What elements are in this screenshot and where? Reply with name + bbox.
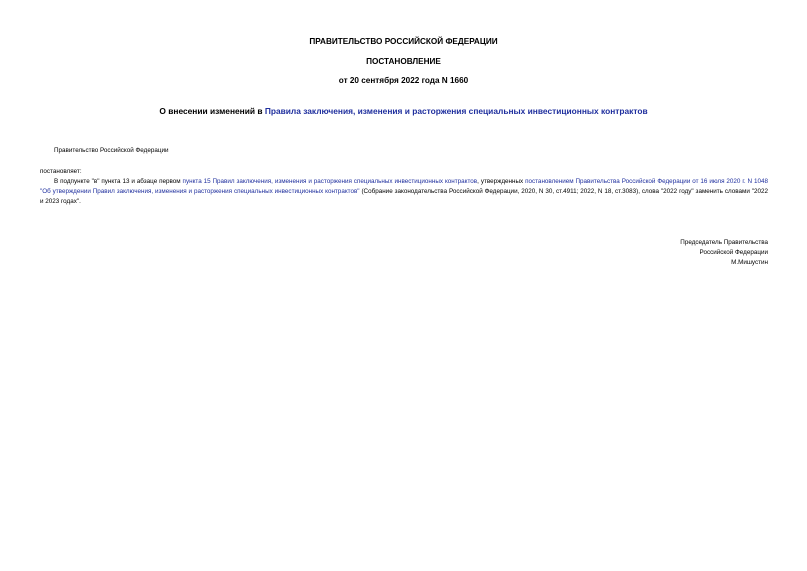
document-title [0,106,807,116]
postanovlyaet-text: постановляет: [40,168,82,175]
date-number-heading: от 20 сентября 2022 года N 1660 [338,76,469,85]
body-paragraph [40,177,768,207]
title-rules-link[interactable]: Правила заключения, изменения и расторжения специальных инвестиционных контрактов [264,106,648,116]
title-prefix: О внесении изменений в [159,106,265,116]
signature-country: Российской Федерации [699,249,768,256]
body-part-3: (Собрание законодательства Российской Федерации, 2020, N 30, ст.4911; 2022, N 18, ст.3083), слова "2022 году" заменить словами "2022 и 2023 годах". [40,188,769,205]
government-heading: ПРАВИТЕЛЬСТВО РОССИЙСКОЙ ФЕДЕРАЦИИ [309,37,498,46]
resolution-1048-link[interactable]: постановлением Правительства Российской Федерации от 16 июля 2020 г. N 1048 "Об утверждении Правил заключения, изменения и расторжения специальных инвестиционных контрактов" [40,178,768,195]
signature-position: Председатель Правительства [680,239,768,246]
preamble-text: Правительство Российской Федерации [54,147,169,154]
document-type-heading: ПОСТАНОВЛЕНИЕ [366,57,441,66]
body-part-1: В подпункте "в" пункта 13 и абзаце первом [54,178,183,185]
signature-block [680,238,768,268]
body-part-2: , утвержденных [477,178,526,185]
rules-point-15-link[interactable]: пункта 15 Правил заключения, изменения и расторжения специальных инвестиционных контрактов [182,178,478,185]
signature-name: М.Мишустин [731,259,768,266]
